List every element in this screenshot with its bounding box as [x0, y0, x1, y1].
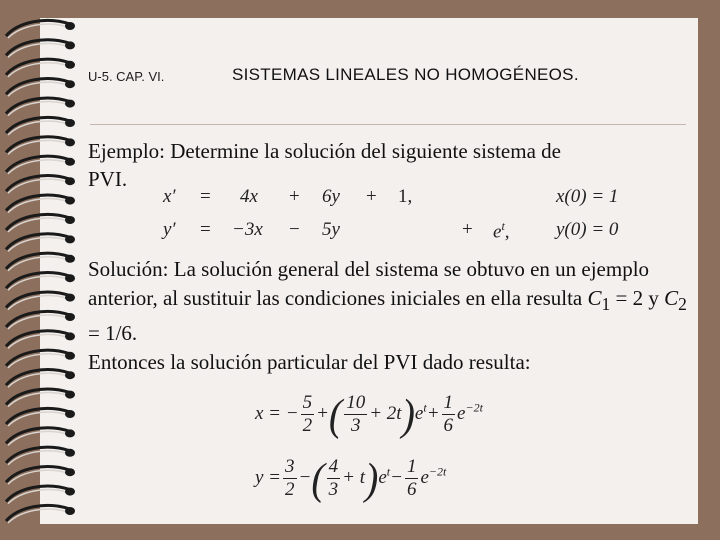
spiral-ring [6, 253, 75, 271]
spiral-ring [6, 195, 75, 213]
spiral-ring [6, 311, 75, 329]
spiral-ring [6, 273, 75, 291]
eq1-term1: 4x [240, 186, 258, 207]
spiral-ring [6, 40, 75, 58]
eq1-equals: = [200, 186, 211, 207]
spiral-ring [6, 370, 75, 388]
spiral-ring [6, 408, 75, 426]
spiral-ring [6, 59, 75, 77]
eq2-term1: −3x [232, 219, 263, 240]
spiral-ring [6, 20, 75, 38]
chapter-label: U-5. CAP. VI. [88, 69, 165, 84]
eq2-condition: y(0) = 0 [556, 219, 619, 240]
slide-title: SISTEMAS LINEALES NO HOMOGÉNEOS. [232, 65, 579, 84]
spiral-ring [6, 137, 75, 155]
eq1-term3: 1, [398, 186, 413, 207]
solution-text [88, 255, 688, 377]
spiral-ring [6, 156, 75, 174]
spiral-ring [6, 117, 75, 135]
spiral-ring [6, 176, 75, 194]
spiral-ring [6, 331, 75, 349]
example-text-line1: Ejemplo: Determine la solución del siguiente sistema de [88, 139, 561, 163]
spiral-ring [6, 505, 75, 523]
example-text-line2: PVI. [88, 167, 128, 191]
eq2-op2: + [462, 219, 473, 240]
spiral-ring [6, 447, 75, 465]
eq1-op1: + [289, 186, 300, 207]
formula-x: x = − $\frac{5}{2}$ +( $\frac{10}{3}$ + $2t)e^t+$ $\frac{1}{6}$ $e^{-2t}$ [255, 389, 483, 439]
spiral-ring [6, 214, 75, 232]
eq1-condition: x(0) = 1 [556, 186, 619, 207]
eq2-equals: = [200, 219, 211, 240]
spiral-ring [6, 486, 75, 504]
eq2-op1: − [289, 219, 300, 240]
spiral-binding [0, 0, 80, 540]
spiral-ring [6, 234, 75, 252]
eq1-term2: 6y [322, 186, 340, 207]
spiral-ring [6, 467, 75, 485]
spiral-ring [6, 428, 75, 446]
solution-paragraph2: Entonces la solución particular del PVI dado resulta: [88, 350, 531, 375]
eq2-term2: 5y [322, 219, 340, 240]
spiral-ring [6, 292, 75, 310]
title-divider [90, 124, 686, 125]
spiral-ring [6, 79, 75, 97]
eq1-lhs: x′ [163, 186, 176, 207]
eq2-lhs: y′ [163, 219, 176, 240]
spiral-ring [6, 389, 75, 407]
solution-paragraph1: Solución: La solución general del sistema se obtuvo en un ejemplo anterior, al sustituir las condiciones iniciales en ella resulta $C_1 = 2$ y $C_2 = 1/6$. [88, 257, 687, 346]
eq2-term3: $e^t$, [493, 219, 510, 243]
spiral-ring [6, 98, 75, 116]
eq1-op2: + [366, 186, 377, 207]
formula-y: y = $\frac{3}{2}$ −( $\frac{4}{3}$ + $t)e^t-$ $\frac{1}{6}$ $e^{-2t}$ [255, 453, 447, 503]
spiral-ring [6, 350, 75, 368]
